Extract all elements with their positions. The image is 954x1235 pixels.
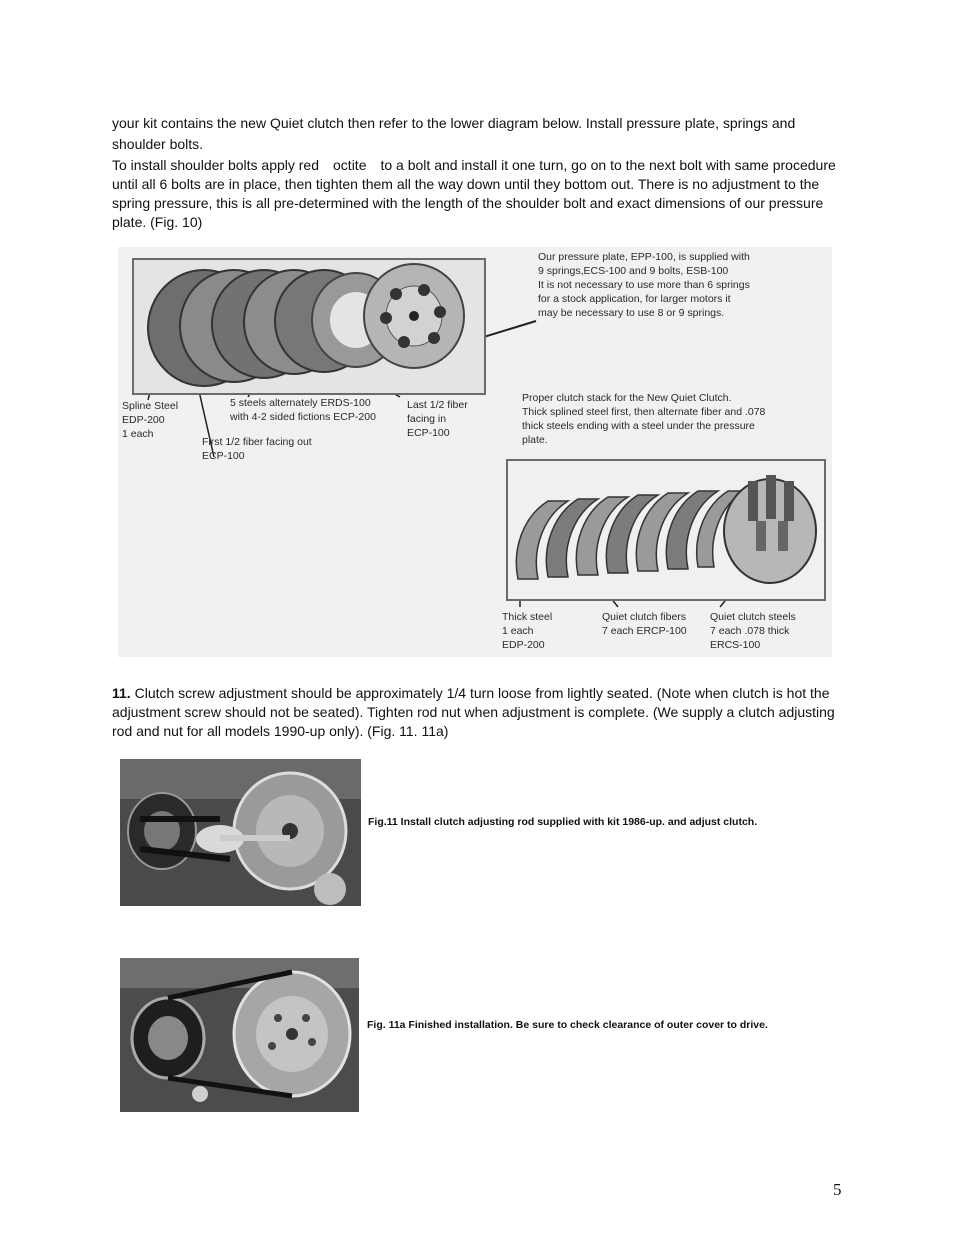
- pressure-plate-note-line: may be necessary to use 8 or 9 springs.: [538, 307, 725, 319]
- last-fiber-label-line: Last 1/2 fiber: [407, 399, 468, 411]
- pressure-plate-note-line: Our pressure plate, EPP-100, is supplied with: [538, 251, 750, 263]
- first-fiber-label-line: ECP-100: [202, 450, 245, 462]
- pressure-plate-note: [538, 250, 750, 320]
- intro-paragraph: [112, 113, 840, 155]
- spline-steel-label-line: 1 each: [122, 428, 154, 440]
- quiet-stack-note-line: Proper clutch stack for the New Quiet Clutch.: [522, 392, 732, 404]
- page-number: 5: [833, 1180, 842, 1199]
- last-fiber-label: [407, 398, 468, 440]
- quiet-steels-label-line: Quiet clutch steels: [710, 611, 796, 623]
- five-steels-label-line: 5 steels alternately ERDS-100: [230, 397, 371, 409]
- first-fiber-label-line: First 1/2 fiber facing out: [202, 436, 312, 448]
- five-steels-label: [230, 396, 376, 424]
- quiet-stack-note-line: plate.: [522, 434, 548, 446]
- shoulder-bolts-loctite-word: octite: [333, 157, 367, 173]
- quiet-fibers-label-line: 7 each ERCP-100: [602, 625, 687, 637]
- thick-steel-label-line: 1 each: [502, 625, 534, 637]
- fig-11a-caption: Fig. 11a Finished installation. Be sure to check clearance of outer cover to drive.: [367, 1019, 768, 1031]
- first-fiber-label: [202, 435, 312, 463]
- quiet-stack-note: [522, 391, 765, 447]
- step-11-number: 11.: [112, 685, 131, 701]
- figure-10-clutch-diagram: [118, 247, 832, 657]
- thick-steel-label-line: Thick steel: [502, 611, 553, 623]
- spline-steel-label-line: Spline Steel: [122, 400, 179, 412]
- shoulder-bolts-paragraph: [112, 156, 840, 232]
- quiet-steels-label-line: 7 each .078 thick: [710, 625, 790, 637]
- step-11-text: Clutch screw adjustment should be approximately 1/4 turn loose from lightly seated. (Note when clutch is hot the adjustment screw should not be seated). Tighten rod nut when adjustment is complete. (We supply a clutch adjusting rod and nut for all models 1990-up only). (Fig. 11. 11a): [112, 685, 835, 739]
- last-fiber-label-line: ECP-100: [407, 427, 450, 439]
- spline-steel-label: [122, 399, 178, 441]
- quiet-fibers-label-line: Quiet clutch fibers: [602, 611, 687, 623]
- step-11-paragraph: [112, 684, 840, 741]
- last-fiber-label-line: facing in: [407, 413, 447, 425]
- quiet-steels-label-line: ERCS-100: [710, 639, 761, 651]
- pressure-plate-note-line: 9 springs,ECS-100 and 9 bolts, ESB-100: [538, 265, 729, 277]
- intro-line-1: your kit contains the new Quiet clutch then refer to the lower diagram below. Install pressure plate, springs and: [112, 115, 796, 131]
- fig-11a-photo: [120, 958, 359, 1112]
- quiet-stack-note-line: thick steels ending with a steel under the pressure: [522, 420, 755, 432]
- intro-line-2: shoulder bolts.: [112, 136, 204, 152]
- pressure-plate-note-line: for a stock application, for larger motors it: [538, 293, 731, 305]
- quiet-steels-label: [710, 610, 796, 652]
- shoulder-bolts-text-start: To install shoulder bolts apply red: [112, 157, 320, 173]
- pressure-plate-note-line: It is not necessary to use more than 6 springs: [538, 279, 750, 291]
- fig-11-photo: [120, 759, 361, 906]
- standard-clutch-stack-photo: [132, 258, 486, 395]
- thick-steel-label-line: EDP-200: [502, 639, 545, 651]
- quiet-clutch-stack-photo: [506, 459, 826, 601]
- five-steels-label-line: with 4-2 sided fictions ECP-200: [230, 411, 376, 423]
- thick-steel-label: [502, 610, 552, 652]
- quiet-fibers-label: [602, 610, 687, 638]
- quiet-stack-note-line: Thick splined steel first, then alternate fiber and .078: [522, 406, 766, 418]
- fig-11-caption: Fig.11 Install clutch adjusting rod supplied with kit 1986-up. and adjust clutch.: [368, 816, 758, 828]
- spline-steel-label-line: EDP-200: [122, 414, 165, 426]
- shoulder-bolts-text-rest: to a bolt and install it one turn, go on to the next bolt with same procedure until all 6 bolts are in place, then tighten them all the way down until they bottom out. There is no adjustment to the spring pressure, this is all pre-determined with the length of the shoulder bolt and exact dimensions of our pressure plate. (Fig. 10): [112, 157, 836, 230]
